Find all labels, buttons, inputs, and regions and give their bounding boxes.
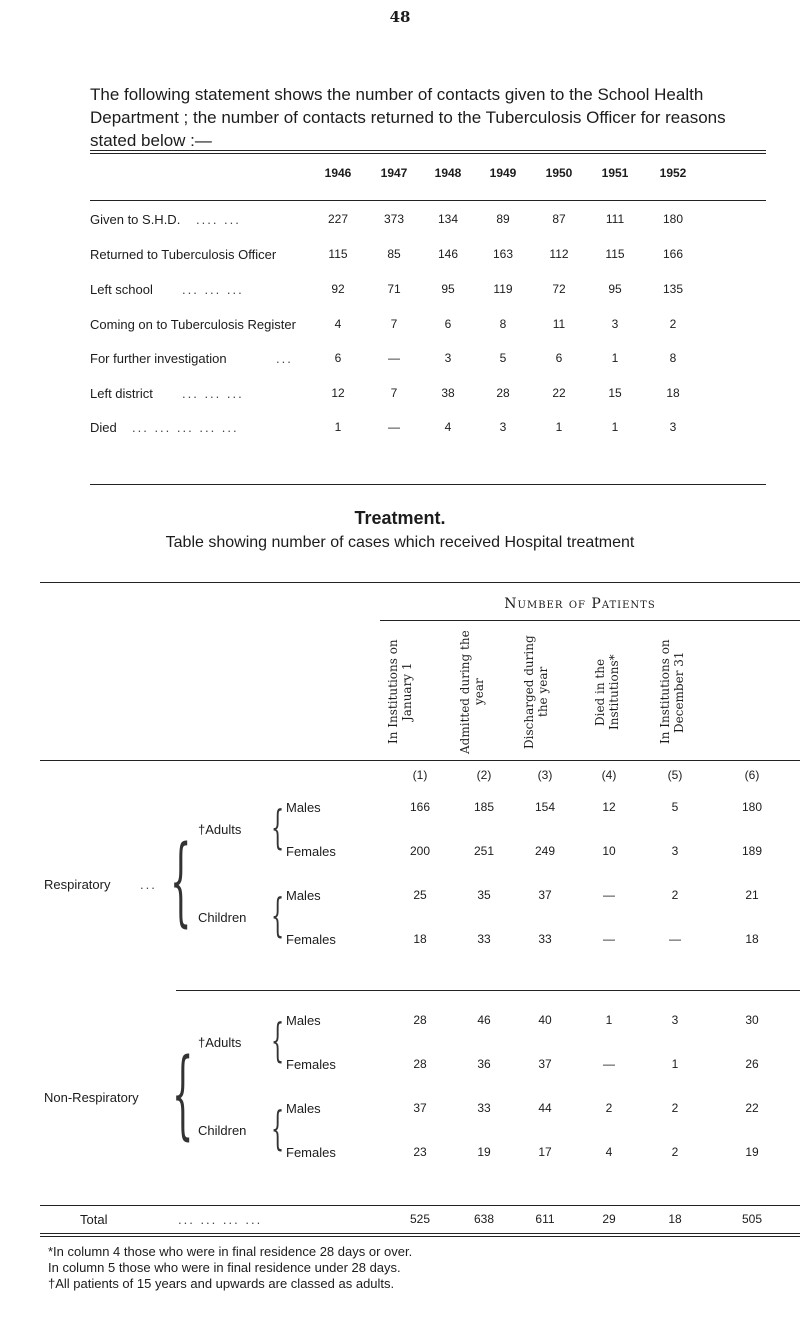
treatment-cell: 40 [538,1013,552,1027]
subgroup-brace: { [271,1013,285,1067]
contacts-cell: 112 [549,247,569,261]
contacts-cell: 119 [493,282,513,296]
column-number: (5) [667,768,683,782]
subgroup-label: †Adults [198,822,242,837]
treatment-cell: 21 [745,888,759,902]
contacts-cell: 1 [334,420,342,434]
year-header: 1947 [380,166,408,180]
treatment-cell: 37 [538,888,552,902]
total-cell: 638 [473,1212,495,1226]
subgroup-label: Children [198,1123,247,1138]
group-label: Non-Respiratory [44,1090,139,1105]
column-number: (6) [744,768,760,782]
treatment-title: Treatment. [354,508,446,528]
group-divider [176,990,800,991]
group-dots: ... [140,877,157,892]
contacts-cell: 166 [662,247,684,261]
contacts-cell: 163 [492,247,514,261]
top-rule-2 [90,153,766,154]
column-header-1: In Institutions on January 1 [386,639,414,745]
treatment-cell: 249 [534,844,556,858]
total-top-rule [40,1205,800,1206]
group-brace: { [170,825,192,937]
intro-paragraph: The following statement shows the number of contacts given to the School Health Department ; the number of contacts returned to the Tuberculosis Officer for reasons stated below :— [90,85,726,150]
contacts-row-label: Died [90,420,117,435]
sex-label: Females [286,1057,336,1072]
contacts-cell: 72 [552,282,566,296]
column-header-3: Discharged during the year [522,635,550,749]
contacts-cell: 3 [444,351,452,365]
treatment-cell: 3 [671,844,679,858]
page-number: 48 [389,8,411,26]
contacts-cell: 92 [331,282,345,296]
top-rule [90,150,766,151]
year-header: 1952 [659,166,687,180]
group-label: Respiratory [44,877,111,892]
contacts-cell: 115 [605,247,625,261]
contacts-cell: 227 [327,212,349,226]
treatment-cell: 36 [477,1057,491,1071]
contacts-cell: 1 [611,351,619,365]
contacts-cell: 3 [669,420,677,434]
sex-label: Females [286,844,336,859]
contacts-cell: 6 [555,351,563,365]
treatment-cell: 251 [473,844,495,858]
year-header: 1951 [601,166,629,180]
treatment-cell: 35 [477,888,491,902]
total-dots: ... ... ... ... [178,1212,263,1227]
treatment-cell: 19 [477,1145,491,1159]
footnote-2: In column 5 those who were in final residence under 28 days. [48,1260,401,1275]
contacts-cell: 95 [441,282,455,296]
bottom-rule [90,484,766,485]
contacts-cell: — [388,420,400,434]
treatment-cell: 33 [538,932,552,946]
contacts-row-label: Coming on to Tuberculosis Register [90,317,296,332]
contacts-cell: 6 [444,317,452,331]
treatment-cell: 2 [671,888,679,902]
treatment-cell: — [603,1057,615,1071]
treatment-cell: 23 [413,1145,427,1159]
colheader-rule [40,760,800,761]
contacts-cell: 8 [669,351,677,365]
treatment-cell: 4 [605,1145,613,1159]
contacts-cell: 38 [441,386,455,400]
year-header: 1949 [489,166,517,180]
contacts-cell: 2 [669,317,677,331]
subgroup-brace: { [271,800,285,854]
treatment-cell: 33 [477,932,491,946]
total-bottom-rule-2 [40,1236,800,1237]
contacts-cell: 8 [499,317,507,331]
group-brace: { [172,1038,194,1150]
sex-label: Males [286,800,321,815]
treatment-cell: 18 [413,932,427,946]
column-number: (4) [601,768,617,782]
total-cell: 29 [602,1212,616,1226]
treatment-cell: 200 [409,844,431,858]
year-header: 1950 [545,166,573,180]
contacts-row-label: Left district [90,386,153,401]
contacts-cell: 4 [334,317,342,331]
column-header-2: Admitted during the year [458,630,486,754]
contacts-cell: 22 [552,386,566,400]
footnote-3: †All patients of 15 years and upwards are classed as adults. [48,1276,395,1291]
treatment-cell: 37 [413,1101,427,1115]
treatment-cell: 33 [477,1101,491,1115]
contacts-cell: 7 [390,386,398,400]
header-rule [90,200,766,201]
treatment-cell: 18 [745,932,759,946]
treatment-cell: 22 [745,1101,759,1115]
total-label: Total [80,1212,108,1227]
column-header-4: Died in the Institutions* [593,654,621,730]
contacts-cell: 6 [334,351,342,365]
treatment-cell: 189 [741,844,763,858]
treatment-cell: 10 [602,844,616,858]
contacts-row-dots: .... ... [196,212,241,227]
contacts-cell: 15 [608,386,622,400]
year-header: 1946 [324,166,352,180]
sex-label: Males [286,1101,321,1116]
treatment-cell: 180 [741,800,763,814]
contacts-cell: 95 [608,282,622,296]
contacts-row-dots: ... ... ... [182,282,244,297]
contacts-cell: 18 [666,386,680,400]
treatment-cell: 46 [477,1013,491,1027]
contacts-cell: 85 [387,247,401,261]
total-cell: 525 [409,1212,431,1226]
subgroup-brace: { [271,888,285,942]
patients-heading-rule [380,620,800,621]
contacts-cell: 7 [390,317,398,331]
treatment-cell: 2 [671,1145,679,1159]
treatment-cell: 37 [538,1057,552,1071]
treatment-cell: 30 [745,1013,759,1027]
contacts-row-dots: ... ... ... [182,386,244,401]
contacts-row-label: Returned to Tuberculosis Officer [90,247,277,262]
treatment-cell: 166 [409,800,431,814]
treatment-cell: 44 [538,1101,552,1115]
year-header: 1948 [434,166,462,180]
contacts-cell: 11 [552,317,566,331]
subgroup-label: Children [198,910,247,925]
contacts-cell: 71 [387,282,401,296]
contacts-cell: — [388,351,400,365]
contacts-cell: 134 [437,212,459,226]
treatment-cell: 26 [745,1057,759,1071]
treatment-cell: — [603,888,615,902]
contacts-cell: 135 [662,282,684,296]
contacts-cell: 12 [331,386,345,400]
total-cell: 18 [668,1212,682,1226]
treatment-cell: 17 [538,1145,552,1159]
number-of-patients-heading: Number of Patients [504,596,656,612]
treatment-cell: 1 [671,1057,679,1071]
treatment-top-rule [40,582,800,583]
contacts-cell: 1 [611,420,619,434]
total-cell: 505 [741,1212,763,1226]
column-number: (2) [476,768,492,782]
contacts-cell: 3 [499,420,507,434]
subgroup-label: †Adults [198,1035,242,1050]
contacts-cell: 180 [662,212,684,226]
contacts-row-dots: ... ... ... ... ... [132,420,239,435]
sex-label: Females [286,932,336,947]
treatment-subtitle: Table showing number of cases which received Hospital treatment [165,534,635,551]
treatment-cell: 185 [473,800,495,814]
treatment-cell: 1 [605,1013,613,1027]
treatment-cell: 2 [671,1101,679,1115]
treatment-cell: — [603,932,615,946]
column-number: (1) [412,768,428,782]
treatment-cell: — [669,932,681,946]
contacts-cell: 146 [437,247,459,261]
treatment-cell: 28 [413,1057,427,1071]
treatment-cell: 154 [534,800,556,814]
contacts-cell: 3 [611,317,619,331]
footnote-1: *In column 4 those who were in final residence 28 days or over. [48,1244,413,1259]
sex-label: Males [286,888,321,903]
contacts-cell: 89 [496,212,510,226]
treatment-cell: 28 [413,1013,427,1027]
treatment-cell: 3 [671,1013,679,1027]
contacts-row-dots: ... [276,351,293,366]
treatment-cell: 12 [602,800,616,814]
sex-label: Females [286,1145,336,1160]
contacts-row-label: Given to S.H.D. [90,212,181,227]
contacts-cell: 111 [605,212,625,226]
contacts-cell: 373 [383,212,405,226]
total-cell: 611 [535,1212,555,1226]
treatment-cell: 5 [671,800,679,814]
contacts-cell: 28 [496,386,510,400]
treatment-cell: 2 [605,1101,613,1115]
contacts-cell: 1 [555,420,563,434]
contacts-cell: 4 [444,420,452,434]
column-number: (3) [537,768,553,782]
column-header-5: In Institutions on December 31 [658,639,686,745]
treatment-cell: 19 [745,1145,759,1159]
contacts-cell: 5 [499,351,507,365]
contacts-row-label: Left school [90,282,153,297]
total-bottom-rule [40,1233,800,1234]
sex-label: Males [286,1013,321,1028]
contacts-row-label: For further investigation [90,351,227,366]
treatment-cell: 25 [413,888,427,902]
contacts-cell: 87 [552,212,566,226]
subgroup-brace: { [271,1101,285,1155]
contacts-cell: 115 [328,247,348,261]
